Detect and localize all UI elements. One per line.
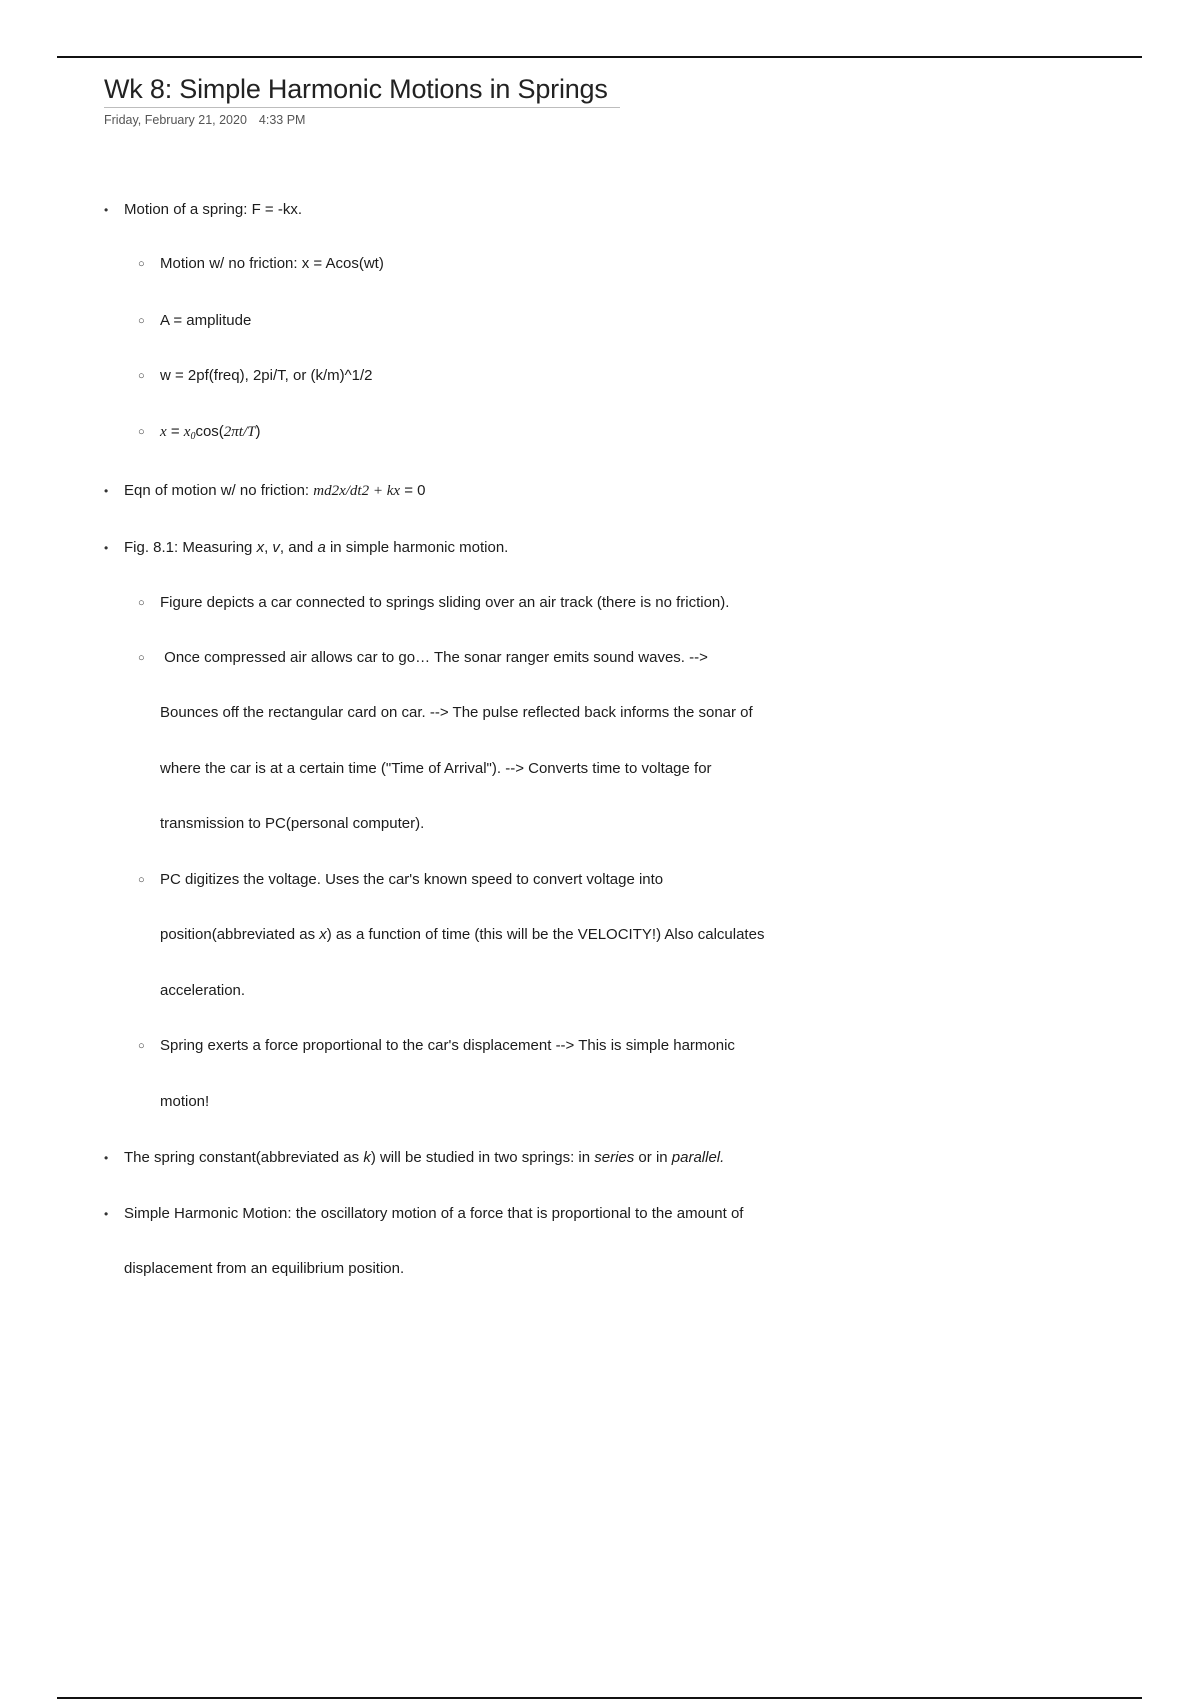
eqn-suffix: = 0 (400, 482, 426, 499)
eq-arg: 2πt/T (223, 424, 256, 440)
eq-x0: x (183, 424, 191, 440)
page-header (104, 72, 624, 127)
top-rule (57, 56, 1142, 58)
note-fig-depicts: Figure depicts a car connected to springs sliding over an air track (there is no friction). (160, 594, 730, 611)
note-omega: w = 2pf(freq), 2pi/T, or (k/m)^1/2 (160, 367, 373, 384)
page-time: 4:33 PM (258, 113, 306, 127)
note-pc-line-2 (160, 925, 764, 945)
bullet-circle: ○ (138, 597, 145, 609)
bullet-dot: • (104, 1151, 109, 1165)
fig-prefix: Fig. 8.1: Measuring (124, 539, 257, 556)
note-position-equation (160, 422, 261, 447)
note-spring-constant (124, 1148, 724, 1168)
eq-x: x (160, 424, 167, 440)
note-sonar-line-4: transmission to PC(personal computer). (160, 815, 425, 832)
fig-v: v (272, 539, 280, 556)
bullet-dot: • (104, 1207, 109, 1221)
note-no-friction: Motion w/ no friction: x = Acos(wt) (160, 255, 384, 272)
bullet-circle: ○ (138, 1040, 145, 1052)
bullet-circle: ○ (138, 426, 145, 438)
bullet-dot: • (104, 484, 109, 498)
title-underline (104, 107, 620, 108)
fig-suffix: in simple harmonic motion. (325, 539, 509, 556)
const-text: The spring constant(abbreviated as (124, 1149, 364, 1166)
pc-x: x (319, 926, 327, 943)
const-text: ) will be studied in two springs: in (370, 1149, 595, 1166)
note-sonar-line-1: Once compressed air allows car to go… The sonar ranger emits sound waves. --> (160, 649, 708, 666)
bullet-circle: ○ (138, 652, 145, 664)
bottom-rule (57, 1697, 1142, 1699)
pc-text: position(abbreviated as (160, 926, 320, 943)
bullet-circle: ○ (138, 315, 145, 327)
note-spring-line-2: motion! (160, 1093, 210, 1110)
eq-equals: = (166, 423, 184, 440)
note-eqn-motion (124, 481, 425, 501)
note-motion-spring: Motion of a spring: F = -kx. (124, 201, 302, 218)
note-sonar-line-3: where the car is at a certain time ("Time of Arrival"). --> Converts time to voltage for (160, 760, 712, 777)
fig-x: x (256, 539, 265, 556)
fig-sep: , and (279, 539, 318, 556)
bullet-circle: ○ (138, 370, 145, 382)
fig-a: a (317, 539, 326, 556)
page-title: Wk 8: Simple Harmonic Motions in Springs (104, 74, 608, 104)
note-pc-line-1: PC digitizes the voltage. Uses the car's known speed to convert voltage into (160, 871, 664, 888)
page-meta (104, 113, 624, 127)
pc-text: ) as a function of time (this will be the VELOCITY!) Also calculates (326, 926, 765, 943)
bullet-dot: • (104, 203, 109, 217)
fig-sep: , (264, 539, 273, 556)
const-text: or in (634, 1149, 672, 1166)
bullet-dot: • (104, 541, 109, 555)
eq-close: ) (255, 423, 261, 440)
eqn-math: md2x/dt2 + kx (313, 483, 401, 499)
bullet-circle: ○ (138, 258, 145, 270)
note-pc-line-3: acceleration. (160, 982, 246, 999)
eqn-prefix: Eqn of motion w/ no friction: (124, 482, 314, 499)
note-shm-line-2: displacement from an equilibrium position. (124, 1260, 405, 1277)
eq-subscript: 0 (190, 431, 196, 442)
eq-cos: cos( (195, 423, 224, 440)
const-series: series (594, 1149, 635, 1166)
const-parallel: parallel. (671, 1149, 725, 1166)
page-date: Friday, February 21, 2020 (104, 113, 247, 127)
note-sonar-line-2: Bounces off the rectangular card on car. --> The pulse reflected back informs the sonar of (160, 704, 753, 721)
note-spring-line-1: Spring exerts a force proportional to the car's displacement --> This is simple harmonic (160, 1037, 735, 1054)
note-shm-line-1: Simple Harmonic Motion: the oscillatory motion of a force that is proportional to the amount of (124, 1205, 744, 1222)
note-amplitude: A = amplitude (160, 312, 252, 329)
note-fig-8-1 (124, 538, 508, 558)
const-k: k (363, 1149, 371, 1166)
bullet-circle: ○ (138, 874, 145, 886)
